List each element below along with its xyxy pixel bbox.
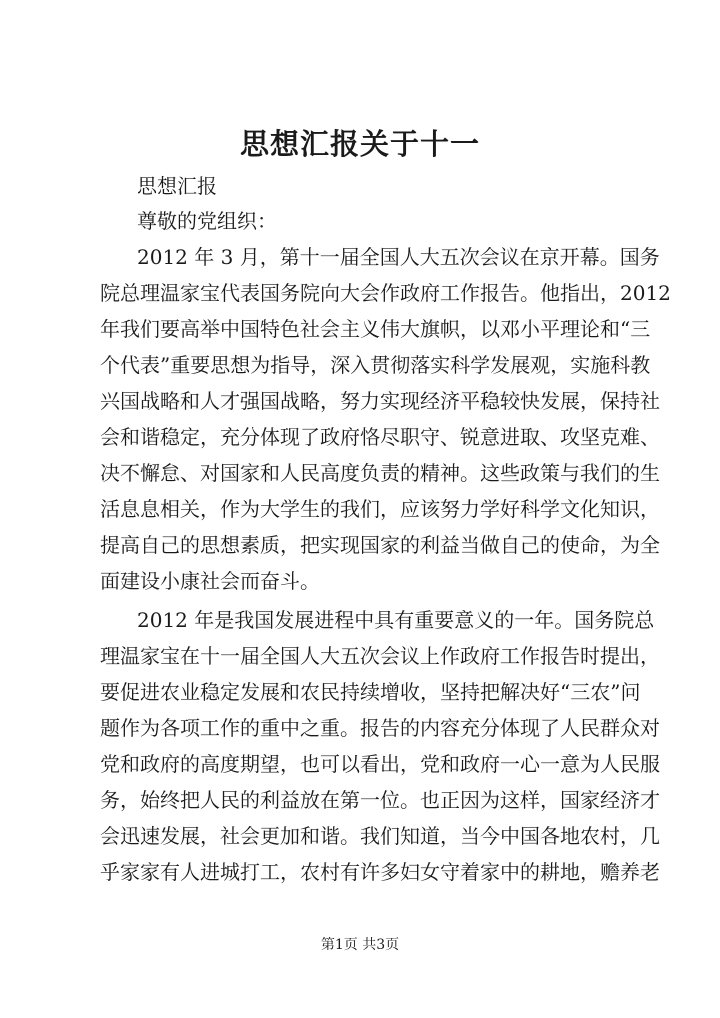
text-line: 乎家家有人进城打工，农村有许多妇女守着家中的耕地，赡养老: [100, 860, 660, 884]
text-line: 党和政府的高度期望，也可以看出，党和政府一心一意为人民服: [100, 752, 660, 776]
text-line: 务，始终把人民的利益放在第一位。也正因为这样，国家经济才: [100, 788, 660, 812]
page-footer: 第1页 共3页: [320, 937, 400, 953]
text-line: 题作为各项工作的重中之重。报告的内容充分体现了人民群众对: [100, 716, 660, 740]
document-title: 思想汇报关于十一: [239, 127, 480, 161]
text-line: 活息息相关，作为大学生的我们，应该努力学好科学文化知识，: [100, 497, 660, 521]
text-line: 个代表”重要思想为指导，深入贯彻落实科学发展观，实施科教: [100, 353, 651, 377]
text-line: 要促进农业稳定发展和农民持续增收，坚持把解决好“三农”问: [100, 680, 641, 704]
text-line: 提高自己的思想素质，把实现国家的利益当做自己的使命，为全: [100, 533, 660, 557]
text-line: 兴国战略和人才强国战略，努力实现经济平稳较快发展，保持社: [100, 389, 660, 413]
text-line: 年我们要高举中国特色社会主义伟大旗帜，以邓小平理论和“三: [100, 317, 651, 341]
text-line: 理温家宝在十一届全国人大五次会议上作政府工作报告时提出，: [100, 644, 660, 668]
text-line: 2012 年是我国发展进程中具有重要意义的一年。国务院总: [137, 608, 655, 632]
text-line: 院总理温家宝代表国务院向大会作政府工作报告。他指出，2012: [100, 281, 671, 305]
text-line: 面建设小康社会而奋斗。: [100, 569, 320, 593]
text-line: 会迅速发展，社会更加和谐。我们知道，当今中国各地农村，几: [100, 824, 660, 848]
text-line: 会和谐稳定，充分体现了政府恪尽职守、锐意进取、攻坚克难、: [100, 425, 660, 449]
heading: 思想汇报: [137, 174, 217, 198]
text-line: 2012 年 3 月，第十一届全国人大五次会议在京开幕。国务: [137, 245, 660, 269]
text-line: 决不懈怠、对国家和人民高度负责的精神。这些政策与我们的生: [100, 461, 660, 485]
salutation: 尊敬的党组织：: [137, 209, 277, 233]
